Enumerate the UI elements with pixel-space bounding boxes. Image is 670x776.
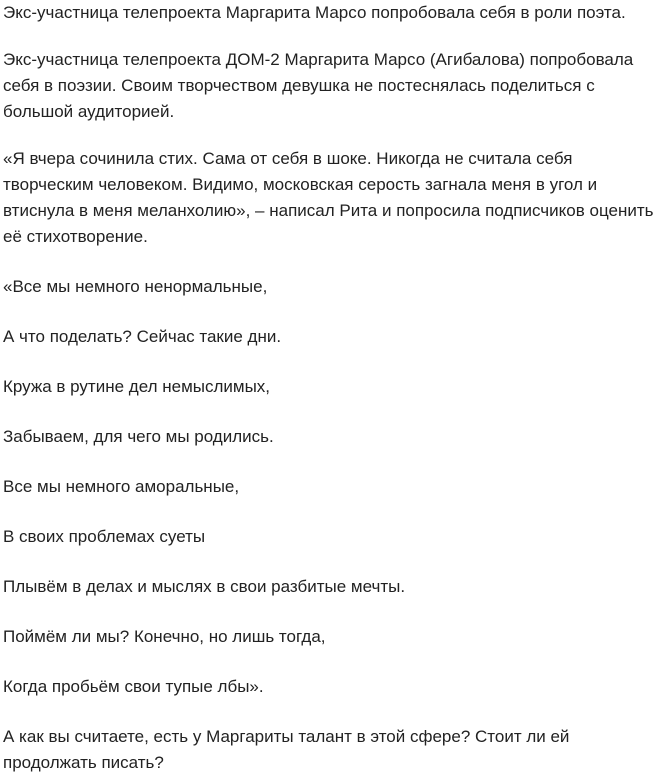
- poem-line: Забываем, для чего мы родились.: [3, 427, 274, 446]
- poem-line: А что поделать? Сейчас такие дни.: [3, 327, 282, 346]
- closing-question: А как вы считаете, есть у Маргариты талант в этой сфере? Стоит ли ей продолжать писать?: [3, 727, 570, 772]
- poem-line: Все мы немного аморальные,: [3, 477, 240, 496]
- poem-line: Кружа в рутине дел немыслимых,: [3, 377, 271, 396]
- poem-line: Когда пробьём свои тупые лбы».: [3, 677, 264, 696]
- article-paragraph: Экс-участница телепроекта ДОМ-2 Маргарита Марсо (Агибалова) попробовала себя в поэзии. Своим творчеством девушка не постеснялась поделиться с большой аудиторией.: [3, 50, 634, 121]
- poem-line: В своих проблемах суеты: [3, 527, 206, 546]
- article-lead: Экс-участница телепроекта Маргарита Марсо попробовала себя в роли поэта.: [3, 3, 626, 22]
- poem-line: Плывём в делах и мыслях в свои разбитые мечты.: [3, 577, 406, 596]
- article-quote-paragraph: «Я вчера сочинила стих. Сама от себя в шоке. Никогда не считала себя творческим человеком. Видимо, московская серость загнала меня в угол и втиснула в меня меланхолию», – написал Рита и попросила подписчиков оценить её стихотворение.: [3, 149, 654, 246]
- poem-line: «Все мы немного ненормальные,: [3, 277, 268, 296]
- poem-line: Поймём ли мы? Конечно, но лишь тогда,: [3, 627, 326, 646]
